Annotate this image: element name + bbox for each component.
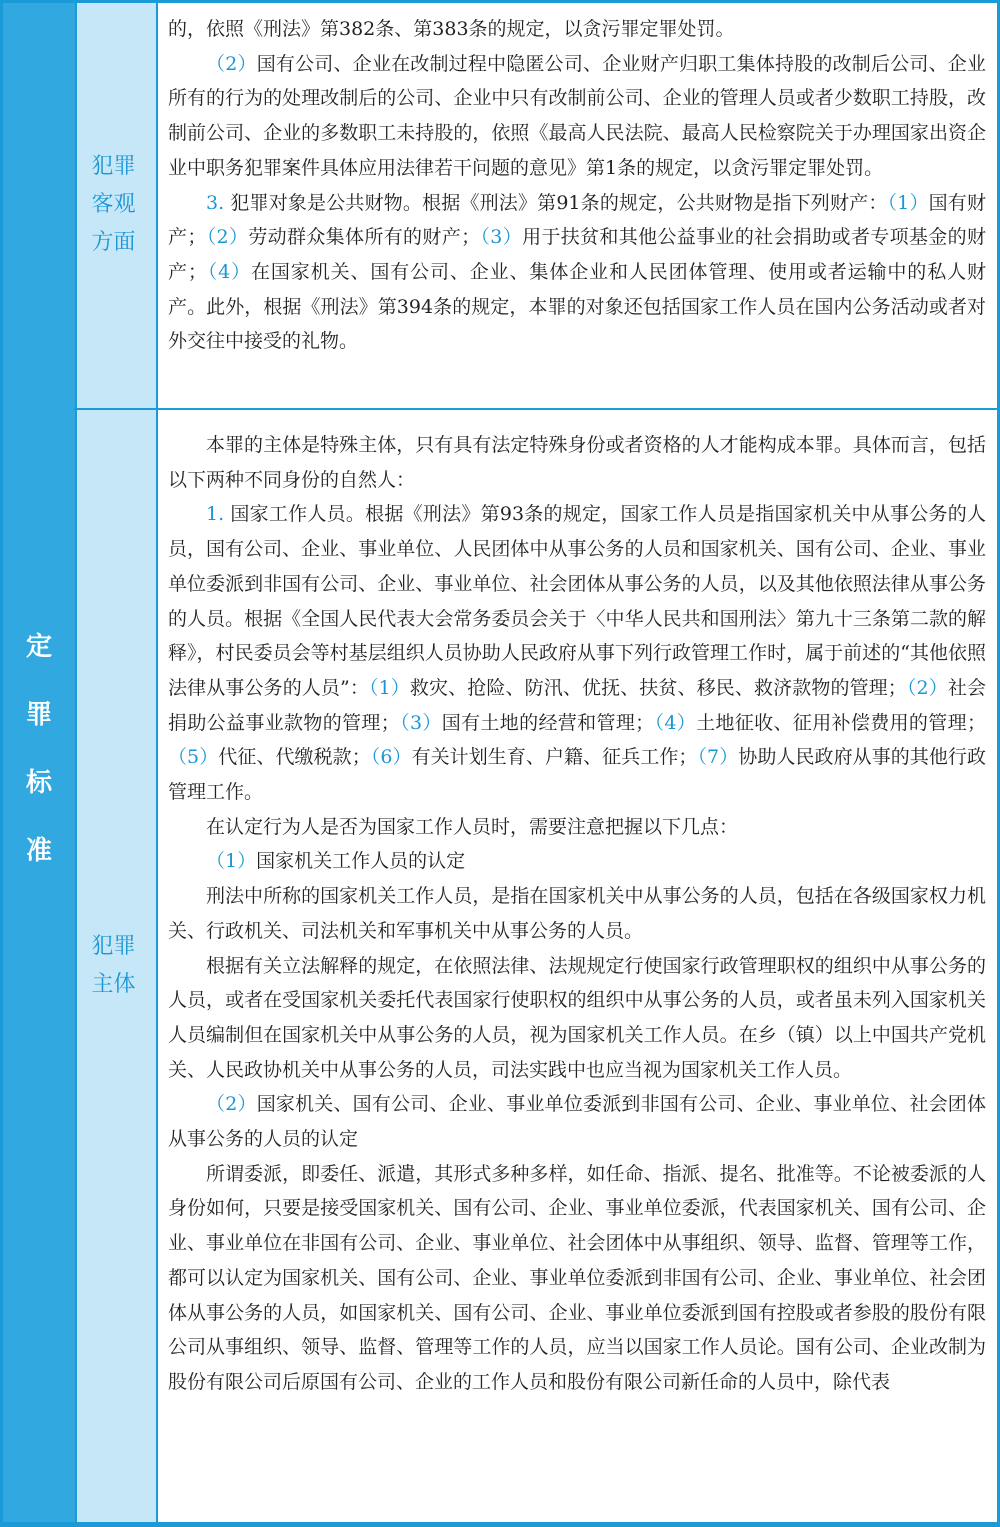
paragraph [168,949,986,1088]
main-label-char: 罪 [25,700,52,730]
subcategory-label-line: 犯罪 [91,154,136,179]
paragraph-text: 有关计划生育、户籍、征兵工作； [411,746,698,769]
section-content-subject [168,428,986,1400]
paragraph-text: 刑法中所称的国家机关工作人员，是指在国家机关中从事公务的人员，包括在各级国家权力机关、行政机关、司法机关和军事机关中从事公务的人员。 [168,885,986,942]
list-number: （2） [206,226,249,249]
main-category-column [3,3,77,1522]
list-number: （6） [370,746,412,769]
subcategory-label-subject [74,928,153,1004]
subcategory-label-line: 犯罪 [91,934,136,959]
list-number: （2） [906,676,948,699]
paragraph [168,12,986,47]
paragraph [168,810,986,845]
list-number: 1. [206,503,231,526]
paragraph-text: 劳动群众集体所有的财产； [248,226,481,249]
list-number: （4） [654,711,697,734]
list-number: （7） [697,746,739,769]
paragraph-text: 用于扶贫和其他公益事业的社会捐助或者专项基金的财产； [168,226,986,283]
main-category-label [3,623,75,895]
paragraph-text: 国有土地的经营和管理； [441,711,655,734]
paragraph-text: 协助人民政府从事的其他行政管理工作。 [168,746,986,804]
main-label-char: 准 [25,836,52,866]
list-number: （5） [168,746,219,769]
list-number: （3） [480,226,523,249]
paragraph-text: 犯罪对象是公共财物。根据《刑法》第91条的规定，公共财物是指下列财产： [230,191,888,214]
paragraph-text: 代征、代缴税款； [218,746,371,769]
paragraph-text: 所谓委派，即委任、派遣，其形式多种多样，如任命、指派、提名、批准等。不论被委派的人身份如何，只要是接受国家机关、国有公司、企业、事业单位委派，代表国家机关、国有公司、企业、事业单位在非国有公司、企业、事业单位、社会团体中从事组织、领导、监督、管理等工作，都可以认定为国家机关、国有公司、企业、事业单位委派到非国有公司、企业、事业单位、社会团体从事公务的人员，如国家机关、国有公司、企业、事业单位委派到国有控股或者参股的股份有限公司从事组织、领导、监督、管理等工作的人员，应当以国家工作人员论。国有公司、企业改制为股份有限公司后原国有公司、企业的工作人员和股份有限公司新任命的人员中，除代表 [168,1162,986,1393]
paragraph [168,428,986,497]
paragraph [168,1087,986,1156]
paragraph-text: 本罪的主体是特殊主体，只有具有法定特殊身份或者资格的人才能构成本罪。具体而言，包括以下两种不同身份的自然人： [168,434,986,491]
paragraph-text: 根据有关立法解释的规定，在依照法律、法规规定行使国家行政管理职权的组织中从事公务的人员，或者在受国家机关委托代表国家行使职权的组织中从事公务的人员，或者虽未列入国家机关人员编制但在国家机关中从事公务的人员，视为国家机关工作人员。在乡（镇）以上中国共产党机关、人民政协机关中从事公务的人员，司法实践中也应当视为国家机关工作人员。 [168,954,986,1081]
paragraph-text: 国有财产； [168,191,986,249]
list-number: （4） [206,260,252,283]
section-content-objective [168,12,986,359]
list-number: （2） [206,1093,257,1116]
paragraph [168,47,986,186]
paragraph-text: 国家工作人员。根据《刑法》第93条的规定，国家工作人员是指国家机关中从事公务的人员，国有公司、企业、事业单位、人民团体中从事公务的人员和国家机关、国有公司、企业、事业单位委派到非国有公司、企业、事业单位、社会团体从事公务的人员，以及其他依照法律从事公务的人员。根据《全国人民代表大会常务委员会关于〈中华人民共和国刑法〉第九十三条第二款的解释》，村民委员会等村基层组织人员协助人民政府从事下列行政管理工作时，属于前述的“其他依照法律从事公务的人员”： [168,503,986,699]
list-number: （1） [887,191,929,214]
paragraph-text: 国家机关工作人员的认定 [256,850,466,873]
paragraph [168,186,986,360]
paragraph [168,879,986,948]
list-number: （3） [399,711,442,734]
paragraph [168,1157,986,1400]
paragraph [168,497,986,809]
row-divider [74,408,997,410]
paragraph-text: 的，依照《刑法》第382条、第383条的规定，以贪污罪定罪处罚。 [168,18,735,40]
subcategory-label-objective [74,148,153,262]
paragraph-text: 在认定行为人是否为国家工作人员时，需要注意把握以下几点： [206,815,739,838]
subcategory-label-line: 客观 [91,192,136,217]
main-label-char: 标 [25,768,52,798]
list-number: （1） [368,676,410,699]
paragraph-text: 救灾、抢险、防汛、优抚、扶贫、移民、救济款物的管理； [409,676,907,699]
paragraph-text: 国家机关、国有公司、企业、事业单位委派到非国有公司、企业、事业单位、社会团体从事公务的人员的认定 [168,1093,986,1151]
subcategory-label-line: 方面 [91,230,136,255]
list-number: （1） [206,850,257,873]
list-number: 3. [206,191,231,214]
list-number: （2） [206,52,257,75]
paragraph-text: 社会捐助公益事业款物的管理； [168,676,986,734]
subcategory-label-line: 主体 [91,972,136,997]
paragraph-text: 土地征收、征用补偿费用的管理； [696,711,986,734]
paragraph-text: 在国家机关、国有公司、企业、集体企业和人民团体管理、使用或者运输中的私人财产。此外，根据《刑法》第394条的规定，本罪的对象还包括国家工作人员在国内公务活动或者对外交往中接受的礼物。 [168,260,986,353]
paragraph [168,844,986,879]
paragraph-text: 国有公司、企业在改制过程中隐匿公司、企业财产归职工集体持股的改制后公司、企业所有的行为的处理改制后的公司、企业中只有改制前公司、企业的管理人员或者少数职工持股，改制前公司、企业的多数职工未持股的，依照《最高人民法院、最高人民检察院关于办理国家出资企业中职务犯罪案件具体应用法律若干问题的意见》第1条的规定，以贪污罪定罪处罚。 [168,52,986,179]
main-label-char: 定 [25,632,52,662]
